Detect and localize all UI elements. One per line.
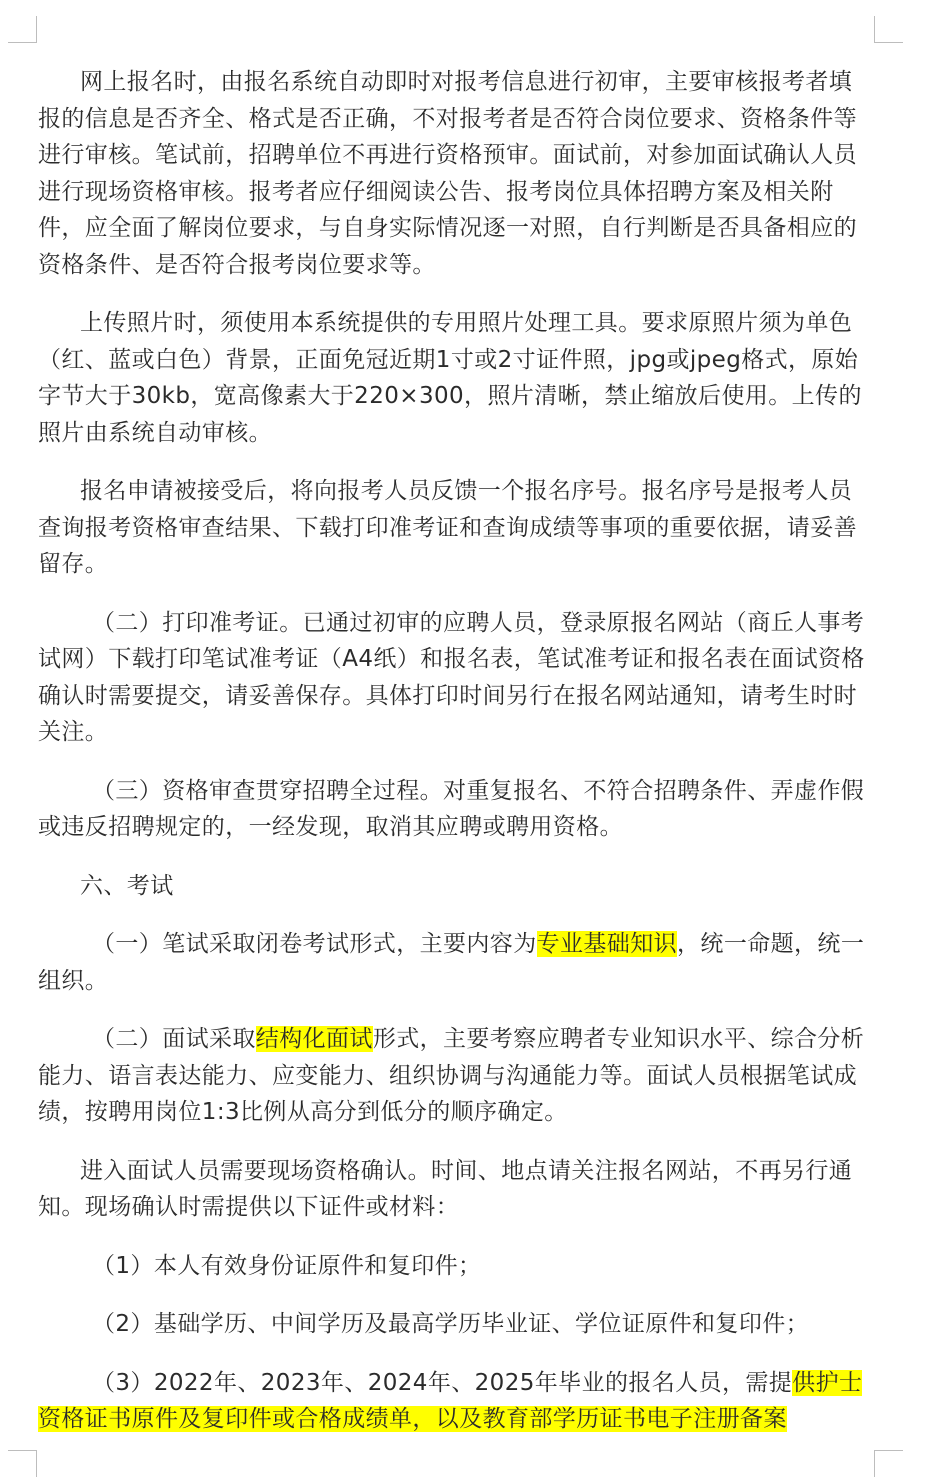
paragraph-photo-upload: 上传照片时，须使用本系统提供的专用照片处理工具。要求原照片须为单色（红、蓝或白色）背景，正面免冠近期1寸或2寸证件照，jpg或jpeg格式，原始字节大于30kb，宽高像素大于220×300，照片清晰，禁止缩放后使用。上传的照片由系统自动审核。 — [38, 310, 862, 446]
crop-mark-top-left — [8, 16, 37, 43]
paragraph-qualification-review: （三）资格审查贯穿招聘全过程。对重复报名、不符合招聘条件、弄虚作假或违反招聘规定的，一经发现，取消其应聘或聘用资格。 — [38, 777, 865, 840]
list-item-id-card: （1）本人有效身份证原件和复印件； — [92, 1252, 482, 1279]
section-heading-exam: 六、考试 — [80, 872, 174, 899]
highlighted-text: 专业基础知识 — [536, 931, 678, 957]
paragraph-text: 形式，主要考察应聘者专业知识水平、综合分析能力、语言表达能力、应变能力、组织协调与沟通能力等。面试人员根据笔试成绩，按聘用岗位1:3比例从高分到低分的顺序确定。 — [38, 1026, 865, 1125]
highlighted-text: 结构化面试 — [255, 1026, 373, 1052]
paragraph-written-exam — [38, 926, 870, 999]
paragraph-interview — [38, 1021, 870, 1131]
paragraph-text: （二）面试采取 — [92, 1026, 256, 1052]
list-item-diplomas: （2）基础学历、中间学历及最高学历毕业证、学位证原件和复印件； — [92, 1311, 810, 1337]
paragraph-print-admission-ticket: （二）打印准考证。已通过初审的应聘人员，登录原报名网站（商丘人事考试网）下载打印笔试准考证（A4纸）和报名表，笔试准考证和报名表在面试资格确认时需要提交，请妥善保存。具体打印时间另行在报名网站通知，请考生时时关注。 — [38, 609, 865, 745]
paragraph-text: （一）笔试采取闭卷考试形式，主要内容为 — [92, 931, 537, 957]
paragraph-text: （3）2022年、2023年、2024年、2025年毕业的报名人员，需提 — [92, 1369, 793, 1396]
crop-mark-bottom-right — [874, 1450, 903, 1477]
crop-mark-top-right — [874, 16, 903, 43]
list-item-graduates — [38, 1365, 870, 1438]
paragraph-onsite-confirmation: 进入面试人员需要现场资格确认。时间、地点请关注报名网站，不再另行通知。现场确认时需提供以下证件或材料： — [38, 1157, 853, 1220]
document-body — [38, 64, 870, 1460]
highlighted-text: 供护士资格证书原件及复印件或合格成绩单，以及教育部学历证书电子注册备案 — [38, 1369, 863, 1432]
paragraph-online-registration: 网上报名时，由报名系统自动即时对报考信息进行初审，主要审核报考者填报的信息是否齐全、格式是否正确，不对报考者是否符合岗位要求、资格条件等进行审核。笔试前，招聘单位不再进行资格预审。面试前，对参加面试确认人员进行现场资格审核。报考者应仔细阅读公告、报考岗位具体招聘方案及相关附件，应全面了解岗位要求，与自身实际情况逐一对照，自行判断是否具备相应的资格条件、是否符合报考岗位要求等。 — [38, 69, 857, 278]
crop-mark-bottom-left — [8, 1450, 37, 1477]
paragraph-text: ，统一命题，统一组织。 — [38, 931, 865, 994]
paragraph-registration-number: 报名申请被接受后，将向报考人员反馈一个报名序号。报名序号是报考人员查询报考资格审查结果、下载打印准考证和查询成绩等事项的重要依据，请妥善留存。 — [38, 478, 857, 577]
